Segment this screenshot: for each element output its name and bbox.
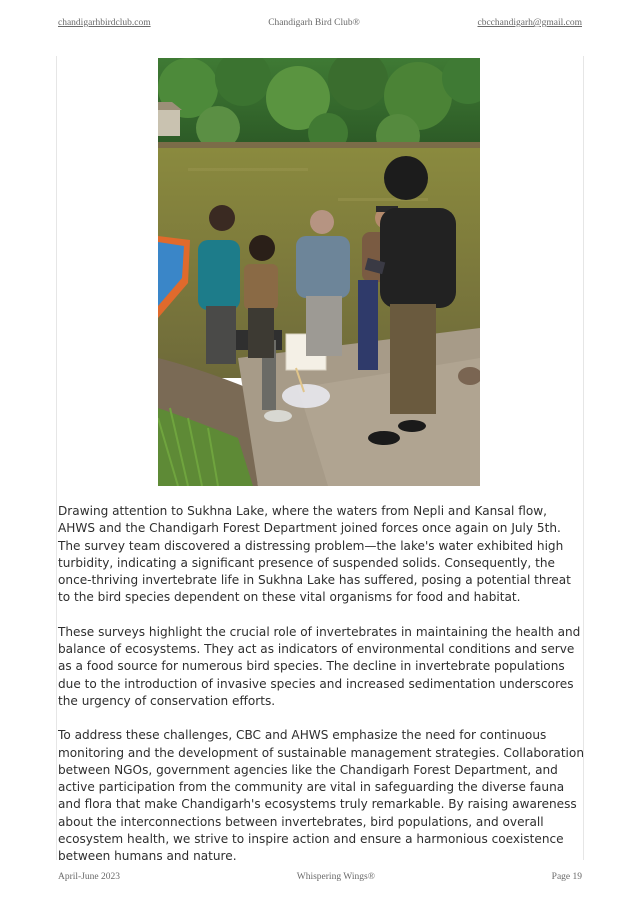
paragraph-3: To address these challenges, CBC and AHWS emphasize the need for continuous monitoring and the development of sustainable management strategies. Collaboration between NGOs, government agencies like the Chandigarh Forest Department, and active participation from the community are vital in safeguarding the diverse fauna and flora that make Chandigarh's ecosystems truly remarkable. By raising awareness about the interconnections between invertebrates, bird populations, and overall ecosystem health, we strive to inspire action and ensure a harmonious coexistence between humans and nature.: [58, 728, 584, 864]
page-footer: [58, 872, 582, 882]
lake-survey-illustration: [158, 58, 480, 486]
header-title: Chandigarh Bird Club®: [268, 18, 360, 28]
paragraph-1: Drawing attention to Sukhna Lake, where the waters from Nepli and Kansal flow, AHWS and the Chandigarh Forest Department joined forces once again on July 5th. The survey team discovered a distressing problem—the lake's water exhibited high turbidity, indicating a significant presence of suspended solids. Consequently, the once-thriving invertebrate life in Sukhna Lake has suffered, posing a potential threat to the bird species dependent on these vital organisms for food and habitat.: [58, 504, 571, 605]
issue-date: April-June 2023: [58, 872, 121, 882]
survey-photo: [158, 58, 480, 486]
website-link[interactable]: chandigarhbirdclub.com: [58, 18, 151, 28]
page-number: Page 19: [551, 872, 582, 882]
page-header: [58, 18, 582, 28]
email-link[interactable]: cbcchandigarh@gmail.com: [477, 18, 582, 28]
article-body: [58, 503, 584, 883]
publication-name: Whispering Wings®: [296, 872, 375, 882]
paragraph-2: These surveys highlight the crucial role of invertebrates in maintaining the health and balance of ecosystems. They act as indicators of environmental conditions and serve as a food source for numerous bird species. The decline in invertebrate populations due to the introduction of invasive species and increased sedimentation underscores the urgency of conservation efforts.: [58, 624, 581, 708]
